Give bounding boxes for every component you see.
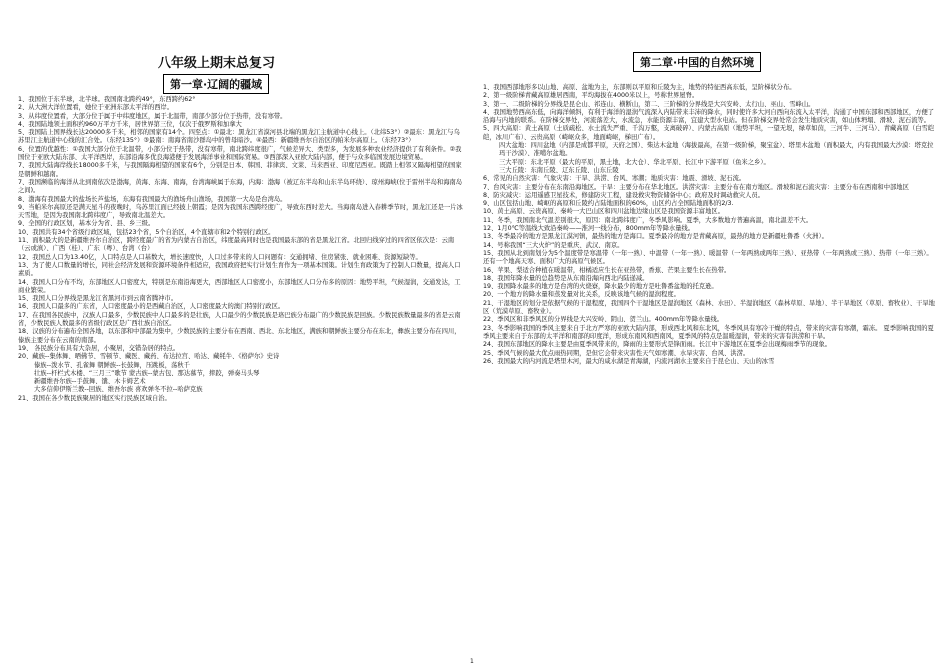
paragraph: 18、汉族的分布遍布全国各地，以东部和中部最为集中，少数民族的主要分布在西南、西北、东北地区，满族和朝鲜族主要分布在东北，彝族主要分布在四川，傣族主要分布在云南的南部。 [18, 328, 461, 344]
paragraph: 13、冬季最冷的地方是黑龙江漠河镇，最热的地方是海口。夏季最冷的地方是青藏高原，最热的地方是新疆吐鲁番（火洲）。 [483, 233, 828, 241]
paragraph: 20、藏族--集体舞、晒佛节、雪顿节、藏医、藏药、布达拉宫、哈达、藏牦牛、《格萨尔》史诗 [18, 353, 280, 361]
chapter-one-title: 第一章·辽阔的疆域 [163, 74, 269, 94]
paragraph: 7、我国濒临的海洋从北到南依次是渤海，黄海、东海、南海，台湾海峡属于东海，内海：渤海（被辽东半岛和山东半岛环绕）、琼州海峡(位于雷州半岛和海南岛之间)。 [18, 178, 463, 195]
paragraph: 9、山区包括山地、崎岖的高原和丘陵约占陆地面积的60%，山区约占全国陆地面积的2/3. [483, 200, 734, 208]
paragraph: 16、我国人口最多的广东省，人口密度最小的是西藏自治区，人口密度最大的澳门特别行政区。 [18, 303, 285, 311]
paragraph: 10、我国共有34个省级行政区域，包括23个省，5个自治区，4个直辖市和2个特别行政区。 [18, 228, 275, 236]
paragraph: 4、我国陆地领土面积约960万平方千米，居世界第三位，仅次于俄罗斯和加拿大 [18, 120, 242, 128]
paragraph: 26、我国最大的内河流是塔里木河，最大的咸水湖是青海湖，内流河湖水主要来自于昆仑山、天山的冰雪 [483, 357, 775, 365]
paragraph: 3、第一、二级阶梯的分界线是昆仑山、祁连山、横断山，第二、三阶梯的分界线是大兴安岭、太行山、巫山、雪峰山。 [483, 100, 815, 108]
paragraph: 11、冬季，我国南北气温差别很大，原因：南北跨纬度广，冬季风影响。夏季，大多数地方普遍高温，南北温差不大。 [483, 216, 813, 224]
paragraph: 9、全国的行政区划，基本分为省、县、乡三级。 [18, 220, 155, 228]
paragraph: 12、我国总人口为13.40亿，人口特点是人口基数大，增长速度快，人口过多带来的人口问题有：交通拥堵、住房紧张、就业困难、资源短缺等。 [18, 253, 422, 261]
paragraph: 2、第一级阶梯青藏高原雄居西南，平均海拔在4000米以上，号称世界屋脊。 [483, 92, 699, 100]
paragraph: 壮族--杆栏式木楼、“三月三”歌节 蒙古族--蒙古包、那达慕节，摔跤，弹奏马头琴 [34, 369, 260, 377]
paragraph: 8、渤海有我国最大的盐场长芦盐场，东海有我国最大的渔场舟山渔场，我国第一大岛是台湾岛。 [18, 195, 287, 203]
paragraph: 23、冬季影响我国的季风主要来自于北方严寒的亚欧大陆内部，形成西北风和东北风，冬季风具有寒冷干燥的特点，带来的灾害有寒潮，霜冻。 夏季影响我国的夏季风主要来自于东部的太平洋和南部的印度洋，形成东南风和西南风，夏季风的特点是温暖湿润，带来的灾害有洪涝和干旱。 [483, 324, 934, 340]
paragraph: 大多信仰伊斯兰教--回族、维吾尔族 喜欢弹冬不拉--哈萨克族 [34, 386, 203, 394]
paragraph: 19、 各民族分布具有大杂居，小聚居，交错杂居的特点。 [18, 344, 180, 352]
paragraph: 三大平原：东北平原（最大的平原，黑土地，北大仓）、华北平原、长江中下游平原（鱼米之乡）。 [499, 158, 770, 166]
left-body-text [18, 96, 463, 403]
paragraph: 17、在我国各民族中，汉族人口最多，少数民族中人口最多的是壮族，人口最少的少数民族是珞巴族分布最广的少数民族是回族。少数民族数量最多的省是云南省，少数民族人数最多的省级行政区是广西壮族自治区。 [18, 311, 461, 328]
paragraph: 13、为了使人口数量的增长，同社会经济发展和资源环境条件相适应，我国政府把实行计划生育作为一项基本国策。计划生育政策为了控制人口数量，提高人口素质。 [18, 261, 461, 278]
paragraph: 11、面积最大的是新疆维吾尔自治区，跨经度最广的省为内蒙古自治区，纬度最高同时也是我国最东部的省是黑龙江省。北回归线穿过的四省区依次是：云南（云或滇）、广西（桂）、广东（粤）、台湾（台） [18, 237, 455, 253]
chapter-two-title: 第二章·中国的自然环境 [633, 52, 761, 72]
paragraph: 5、我国陆上国界线长达20000多千米，相邻的国家有14个。四至点：①最北：黑龙江省漠河县北端的黑龙江主航道中心线上。（北纬53°）②最东：黑龙江与乌苏里江主航道中心线的汇合处。（东经135°）③最南：南海省南沙群岛中的曾母暗沙。④最西：新疆维吾尔自治区的帕米尔高原上。（东经73°） [18, 129, 460, 145]
paragraph: 傣族--泼水节、孔雀舞 朝鲜族--长鼓舞，压跳板，荡秋千 [34, 361, 190, 369]
paragraph: 2、从大洲大洋位置看，她位于亚洲东部太平洋的西岸。 [18, 104, 174, 112]
paragraph: 18、我国年降水量的总趋势是从东南沿海向西北内陆递减。 [483, 274, 649, 282]
paragraph: 6、位置的优越性：①我国大部分位于北温带，小部分位于热带，没有寒带，南北跨纬度很广，气候差异大、类型多，为发展多种农业经济提供了有利条件。②我国位于亚欧大陆东部、太平洋西岸，东部沿海多优良海港便于发展海洋事业和国际贸易。③西部深入亚欧大陆内部，便于与众多临国发展边境贸易。 [18, 145, 462, 162]
paragraph: 10、黄土高原、云贵高原、秦岭一大巴山区和四川盆地边缘山区是我国资源丰富地区。 [483, 208, 724, 216]
paragraph: 14、我国人口分布不均，东部地区人口密度大，特别是东南沿海更大，西部地区人口密度小，东部地区人口分布多的原因：地势平坦，气候湿润，交通发达，工商业繁荣。 [18, 278, 461, 294]
document-title: 八年级上期末总复习 [158, 56, 276, 71]
paragraph: 1、我国西部地形多以山地、高原、盆地为主，东部则以平原和丘陵为主，地势的特征西高东低，呈阶梯状分布。 [483, 84, 796, 91]
paragraph: 15、我国人口分界线是黑龙江省黑河市到云南省腾冲市。 [18, 295, 178, 303]
paragraph: 6、常见的自然灾害：气象灾害：干旱、洪涝、台风、寒潮；地质灾害：地震、滑坡、泥石流。 [483, 175, 746, 183]
paragraph: 9、当帕米尔高原还是满天星斗的夜晚时，乌苏里江面已经披上朝霞；是因为我国东西跨经度广，导致东西时差大。当海南岛进入春耕季节时，黑龙江还是一片冰天雪地，是因为我国南北跨纬度广，导致南北温差大。 [18, 203, 463, 220]
paragraph: 21、干湿地区的划分是依据气候的干湿程度，我国四个干湿地区是湿润地区（森林、水田）、半湿润地区（森林草原、旱地）、半干旱地区（草原、畜牧业）、干旱地区（荒漠草原、畜牧业）。 [483, 299, 935, 316]
page-number: 1 [470, 658, 474, 665]
paragraph: 3、从纬度位置看，大部分位于属于中纬度地区，属于北温带，南部少部分位于热带，没有寒带。 [18, 112, 287, 120]
paragraph: 四大盆地：四川盆地（内部是成都平原，天府之国）、柴达木盆地（海拔最高，在第一级阶梯，聚宝盆）、塔里木盆地（面积最大，内有我国最大沙漠：塔克拉玛干沙漠）、准噶尔盆地。 [499, 142, 934, 158]
paragraph: 24、我国东部地区的降水主要是由夏季风带来的，降雨的主要形式是锋面雨。长江中下游地区在夏季会出现梅雨季节的现象。 [483, 341, 832, 349]
paragraph: 15、我国从北到南划分为5个温度带是寒温带（一年一熟）、中温带（一年一熟）、暖温带（一年两熟或两年三熟）、亚热带（一年两熟或三熟）、热带（一年三熟）。还有一个地高天寒、面积广大的高原气候区。 [483, 249, 933, 266]
paragraph: 7、我国大陆海岸线长18000多千米，与我国隔海相望的国家有6个，分别是日本、韩国、菲律宾、文莱、马来西亚、印度尼西亚。既踏上相邻又隔海相望的国家是朝鲜和越南。 [18, 162, 462, 178]
paragraph: 22、季风区和非季风区的分界线是大兴安岭、阴山、贺兰山。400mm年等降水量线。 [483, 316, 724, 324]
paragraph: 19、我国降水最多的地方是台湾的火烧寮，降水最少的地方是吐鲁番盆地的托克逊。 [483, 283, 718, 291]
paragraph: 7、台风灾害：主要分布在东南沿海地区。干旱：主要分布在华北地区。洪涝灾害：主要分布在南方地区。滑坡和泥石流灾害：主要分布在西南和中部地区 [483, 183, 909, 191]
paragraph: 8、防灾减灾：运用遥感卫星技术，修建防灾工程，建设救灾物资储备中心；政府及时调动救灾人员。 [483, 191, 765, 199]
paragraph: 16、苹果、梨适合种植在暖温带，柑橘适应生长在亚热带，香蕉、芒果主要生长在热带。 [483, 266, 731, 274]
paragraph: 新疆维吾尔族--手鼓舞、馕、木卡姆艺术 [34, 378, 146, 386]
paragraph: 21、我国在各少数民族聚居的地区实行民族区域自治。 [18, 394, 171, 402]
paragraph: 25、季风气候的最大优点雨热同期，是但它会带来灾害性天气如寒潮、水旱灾害、台风、洪涝。 [483, 349, 750, 357]
paragraph: 三大丘陵：东南丘陵、辽东丘陵、山东丘陵 [499, 166, 619, 174]
paragraph: 4、我国地势西高东低，向海洋倾斜，有利于海洋的湿润气流深入内陆带来丰沛的降水，同时使许多大河自西向东流入太平洋，沟通了中国东部和西部地区，方便了沿海与内地的联系。在阶梯交界处，河流落差大，水流急，水能资源丰富，宜建大型水电站。但在阶梯交界处常会发生地质灾害，如山体坍塌、滑坡、泥石流等。 [483, 108, 935, 125]
paragraph: 12、1月0℃等温线大致沿秦岭——淮河一线分布，800mm年等降水量线。 [483, 225, 695, 233]
paragraph: 5、四大高原：黄土高原（土质疏松、水土流失严重、千沟万壑，支离破碎）、内蒙古高原（地势平坦，一望无垠，绿草如茵，三河牛、三河马）、青藏高原（白雪皑皑，冰川广布）、云贵高原（崎岖众多，地面崎岖，梯田广布）。 [483, 125, 935, 141]
paragraph: 1、我国位于东半球，北半球。我国南北跨约49°，东西跨约62° [18, 96, 196, 103]
paragraph: 20、一个地方的降水量和蒸发量对比关系，反映该地气候的湿润程度。 [483, 291, 680, 299]
right-body-text [483, 84, 935, 366]
paragraph: 14、号称我国“三大火炉”的是重庆、武汉、南京。 [483, 241, 624, 249]
